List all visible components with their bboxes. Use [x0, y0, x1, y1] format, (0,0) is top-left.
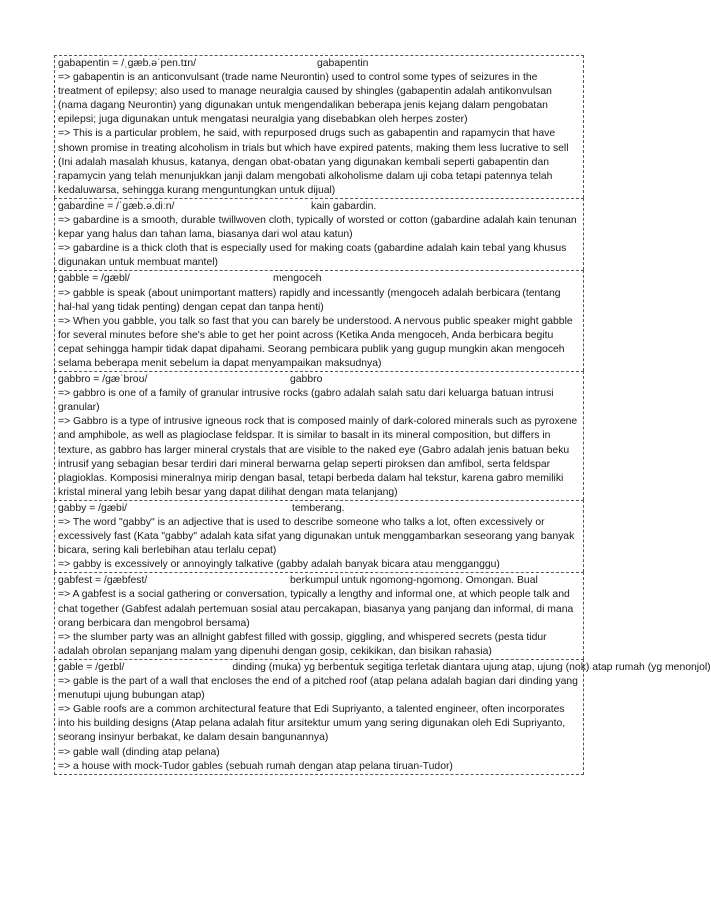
entry-gabardine [54, 198, 584, 270]
entry-term: gabfest = /gæbfest/ [58, 575, 148, 587]
entry-line: => gabble is speak (about unimportant matters) rapidly and incessantly (mengoceh adalah berbicara (tentang hal-hal yang tidak penting) dengan cepat dan tanpa henti) [58, 287, 561, 313]
entry-line: => When you gabble, you talk so fast that you can barely be understood. A nervous public speaker might gabble for several minutes before she's able to get her point across (Ketika Anda mengoceh, Anda berbicara begitu cepat sehingga hampir tidak dapat dipahami. Seorang pembicara publik yang gugup mungkin akan mengoceh selama beberapa menit sebelum ia dapat menyampaikan maksudnya) [58, 315, 573, 369]
dictionary-page [54, 55, 711, 775]
entry-gabapentin [54, 55, 584, 198]
entry-line: => gable is the part of a wall that encloses the end of a pitched roof (atap pelana adalah bagian dari dinding yang menutupi ujung bubungan atap) [58, 676, 578, 702]
entry-head [58, 661, 711, 675]
entry-line: => gabardine is a thick cloth that is especially used for making coats (gabardine adalah kain tebal yang khusus digunakan untuk membuat mantel) [58, 243, 567, 269]
entry-line: => The word "gabby" is an adjective that is used to describe someone who talks a lot, often excessively or excessively fast (Kata "gabby" adalah kata sifat yang digunakan untuk menggambarkan seseorang yang banyak bicara, sering kali berlebihan atau terlalu cepat) [58, 517, 575, 557]
entry-gable [54, 659, 711, 775]
entry-translation: gabapentin [317, 58, 369, 69]
entry-translation: temberang. [292, 502, 345, 514]
entry-line: => a house with mock-Tudor gables (sebuah rumah dengan atap pelana tiruan-Tudor) [58, 760, 453, 772]
entry-gabbro [54, 371, 584, 500]
entry-head [58, 502, 580, 516]
entry-term: gabardine = /ˈɡæb.ə.diːn/ [58, 200, 175, 212]
entry-head [58, 57, 580, 71]
entry-term: gabapentin = /ˌɡæb.əˈpen.tɪn/ [58, 58, 197, 69]
entry-translation: gabbro [290, 374, 323, 386]
entry-line: => gable wall (dinding atap pelana) [58, 746, 220, 758]
entry-term: gabbro = /ɡæˈbroʊ/ [58, 374, 148, 386]
entry-head [58, 574, 580, 588]
entry-term: gable = /geɪbl/ [58, 661, 125, 673]
entry-line: => gabapentin is an anticonvulsant (trade name Neurontin) used to control some types of seizures in the treatment of epilepsy; also used to manage neuralgia caused by shingles (gabapentin adalah antikonvulsan (nama dagang Neurontin) yang digunakan untuk mengendalikan beberapa jenis kejang dalam pengobatan epilepsi; juga digunakan untuk mengatasi neuralgia yang disebabkan oleh herpes zoster) [58, 72, 552, 126]
entry-gabble [54, 270, 584, 371]
entry-term: gabby = /gæbi/ [58, 502, 128, 514]
entry-line: => gabardine is a smooth, durable twillwoven cloth, typically of worsted or cotton (gabardine adalah kain tenunan kepar yang halus dan tahan lama, biasanya dari wol atau katun) [58, 215, 577, 241]
entry-translation: berkumpul untuk ngomong-ngomong. Omongan. Bual [290, 575, 538, 587]
entry-term: gabble = /gæbl/ [58, 273, 130, 285]
entry-gabby [54, 500, 584, 572]
entry-translation: mengoceh [273, 273, 322, 285]
entry-line: => gabbro is one of a family of granular intrusive rocks (gabro adalah salah satu dari keluarga batuan intrusi granular) [58, 388, 554, 414]
entry-head [58, 373, 580, 387]
entry-gabfest [54, 572, 584, 659]
entry-head [58, 200, 580, 214]
entry-line: => This is a particular problem, he said, with repurposed drugs such as gabapentin and rapamycin that have shown promise in treating alcoholism in trials but which have expired patents, making them less lucrative to sell (Ini adalah masalah khusus, katanya, dengan obat-obatan yang digunakan kembali seperti gabapentin dan rapamycin yang telah menunjukkan janji dalam mengobati alkoholisme dalam uji coba tetapi patennya telah kedaluwarsa, sehingga kurang menguntungkan untuk dijual) [58, 128, 569, 196]
entry-line: => the slumber party was an allnight gabfest filled with gossip, giggling, and whispered secrets (pesta tidur adalah obrolan sepanjang malam yang dipenuhi dengan gosip, cekikikan, dan bisikan rahasia) [58, 631, 547, 657]
entry-translation: kain gabardin. [311, 200, 377, 212]
entry-head [58, 272, 580, 286]
entry-translation: dinding (muka) yg berbentuk segitiga terletak diantara ujung atap, ujung (nok) atap rumah (yg menonjol) [232, 661, 711, 673]
entry-line: => Gable roofs are a common architectural feature that Edi Supriyanto, a talented engineer, often incorporates into his building designs (Atap pelana adalah fitur arsitektur umum yang sering digunakan oleh Edi Supriyanto, seorang insinyur berbakat, ke dalam desain bangunannya) [58, 704, 566, 744]
entry-line: => A gabfest is a social gathering or conversation, typically a lengthy and informal one, at which people talk and chat together (Gabfest adalah pertemuan sosial atau percakapan, biasanya yang panjang dan informal, di mana orang berbicara dan mengobrol bersama) [58, 589, 574, 629]
entry-line: => gabby is excessively or annoyingly talkative (gabby adalah banyak bicara atau mengganggu) [58, 559, 500, 571]
entry-line: => Gabbro is a type of intrusive igneous rock that is composed mainly of dark-colored minerals such as pyroxene and amphibole, as well as plagioclase feldspar. It is similar to basalt in its mineral composition, but differs in texture, as gabbro has larger mineral crystals that are visible to the naked eye (Gabro adalah jenis batuan beku intrusif yang sebagian besar terdiri dari mineral berwarna gelap seperti piroksen dan amfibol, serta feldspar plagioklas. Komposisi mineralnya mirip dengan basal, tetapi berbeda dalam hal tekstur, karena gabro memiliki kristal mineral yang lebih besar yang dapat dilihat dengan mata telanjang) [58, 416, 578, 498]
